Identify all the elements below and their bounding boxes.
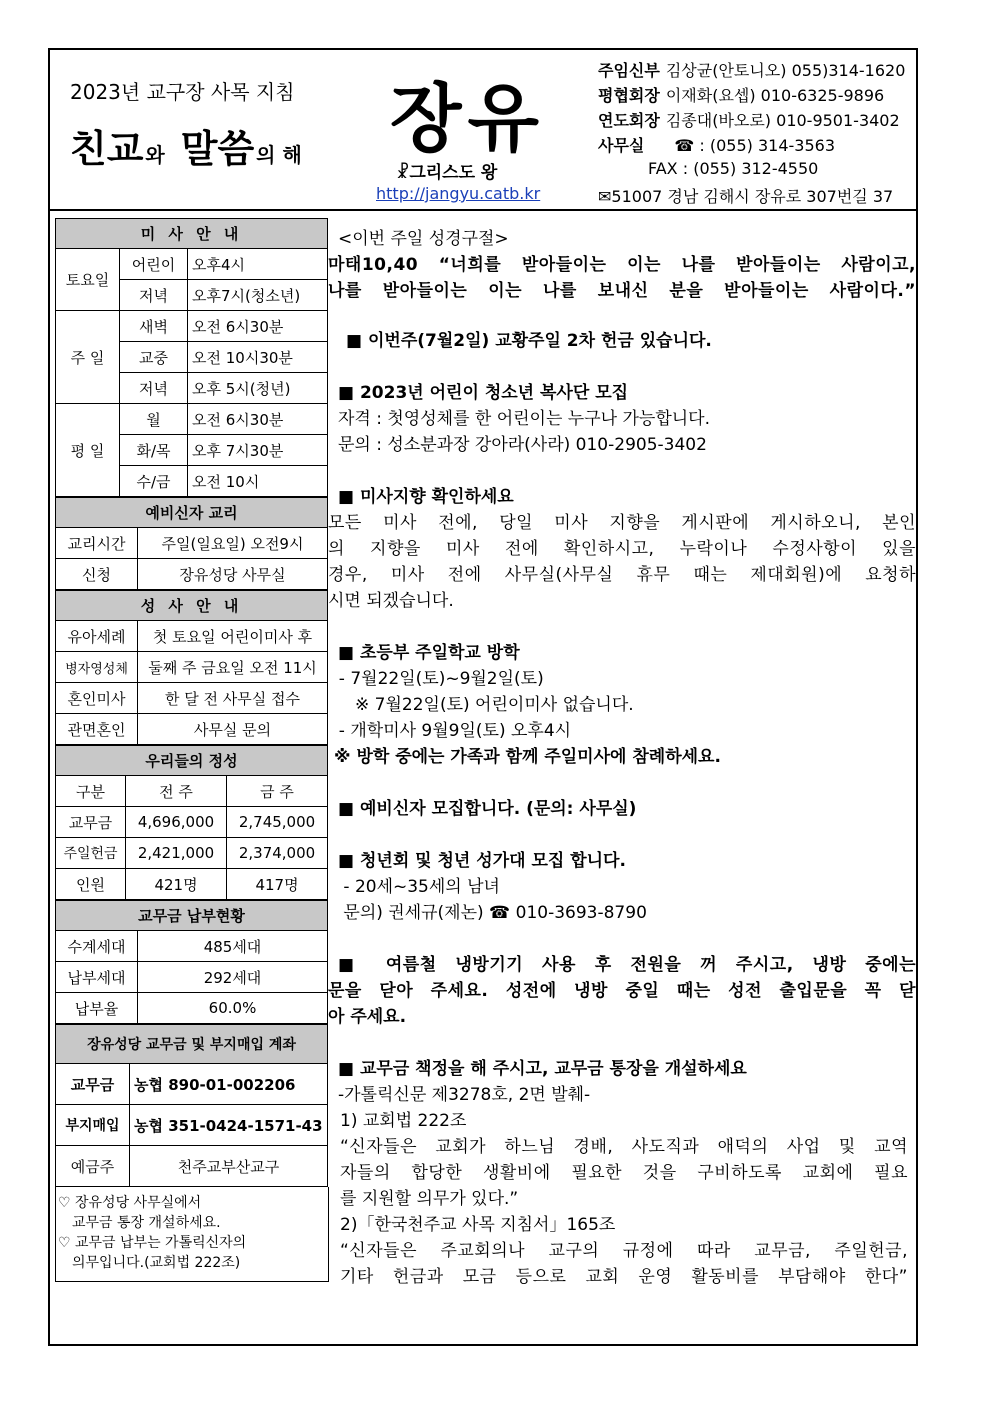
text-cell: 사무실 — [598, 136, 645, 155]
text-cell: 오전 6시30분 — [188, 404, 328, 435]
text-cell: 어린이 — [120, 249, 188, 280]
offerings-table — [55, 745, 328, 900]
text-cell: 천주교부산교구 — [130, 1146, 328, 1187]
verse-line: 나를 받아들이는 이는 나를 보내신 분을 받아들이는 사람이다.” — [328, 281, 916, 301]
notice-church-dues: ■ 교무금 책정을 해 주시고, 교무금 통장을 개설하세요 — [338, 1059, 747, 1079]
text-cell: - 20세~35세의 남녀 — [338, 877, 500, 897]
notice-sunday-school: ■ 초등부 주일학교 방학 — [338, 643, 520, 663]
text-cell: 2)「한국천주교 사목 지침서」165조 — [340, 1215, 616, 1235]
text-cell: 부지매입 — [56, 1105, 130, 1146]
text-cell: 오전 6시30분 — [188, 311, 328, 342]
motto-conj: 와 — [145, 143, 165, 167]
contact-pastor — [598, 58, 905, 81]
text-cell: 주임신부 — [598, 61, 660, 80]
text-cell: 장유성당 교무금 및 부지매입 계좌 — [56, 1025, 328, 1064]
text-cell: 장유성당 사무실 — [138, 559, 328, 590]
text-cell: 60.0% — [138, 993, 328, 1024]
notice-mass-intention: ■ 미사지향 확인하세요 — [338, 487, 514, 507]
text-cell: 주일(일요일) 오전9시 — [138, 528, 328, 559]
motto-suffix: 의 해 — [256, 143, 302, 167]
text-cell: 예금주 — [56, 1146, 130, 1187]
text-cell: ※ 방학 중에는 가족과 함께 주일미사에 참례하세요. — [334, 747, 721, 767]
text-cell: 주 일 — [56, 311, 120, 404]
text-cell: - 개학미사 9월9일(토) 오후4시 — [328, 721, 572, 741]
text-cell: 교무금 통장 개설하세요. — [72, 1215, 221, 1231]
text-cell: 485세대 — [138, 931, 328, 962]
dues-status-table — [55, 900, 328, 1024]
text-cell: 전 주 — [126, 776, 227, 807]
website-link[interactable]: http://jangyu.catb.kr — [376, 184, 541, 203]
text-cell: 저녁 — [120, 280, 188, 311]
text-cell: - 7월22일(토)~9월2일(토) — [328, 669, 544, 689]
text-cell: 농협 351-0424-1571-43 — [130, 1105, 328, 1146]
text-cell: “신자들은 주교회의나 교구의 규정에 따라 교무금, 주일헌금, — [340, 1241, 908, 1261]
text-cell: 유아세례 — [56, 621, 138, 652]
text-cell: 오후7시(청소년) — [188, 280, 328, 311]
text-cell: 오후 7시30분 — [188, 435, 328, 466]
text-cell: 문의) 권세규(제논) ☎ 010-3693-8790 — [338, 903, 647, 923]
text-cell: 연도회장 — [598, 111, 660, 130]
text-cell: 기타 헌금과 모금 등으로 교회 운영 활동비를 부담해야 한다” — [340, 1267, 908, 1287]
accounts-table — [55, 1024, 328, 1187]
text-cell: 교무금 — [56, 807, 126, 838]
bulletin-body — [328, 226, 916, 1290]
text-cell: 2,745,000 — [227, 807, 328, 838]
text-cell: 오전 10시 — [188, 466, 328, 497]
text-cell: 경우, 미사 전에 사무실(사무실 휴무 때는 제대회원)에 요청하 — [328, 565, 916, 585]
verse-line: 마태10,40 “너희를 받아들이는 이는 나를 받아들이는 사람이고, — [328, 255, 916, 275]
text-cell: 김상균(안토니오) 055)314-1620 — [665, 61, 906, 80]
catechumen-table — [55, 497, 328, 590]
notice-altar-servers: ■ 2023년 어린이 청소년 복사단 모집 — [338, 383, 629, 403]
text-cell: 2,374,000 — [227, 838, 328, 869]
motto — [70, 118, 318, 173]
text-cell: 자격 : 첫영성체를 한 어린이는 누구나 가능합니다. — [338, 409, 710, 429]
text-cell: 화/목 — [120, 435, 188, 466]
text-cell: 모든 미사 전에, 당일 미사 지향을 게시판에 게시하오니, 본인 — [328, 513, 916, 533]
contact-yeondo — [598, 108, 900, 131]
text-cell: 토요일 — [56, 249, 120, 311]
text-cell: 2,421,000 — [126, 838, 227, 869]
motto-word2: 말씀 — [180, 127, 255, 171]
motto-year: 2023년 교구장 사목 지침 — [70, 80, 295, 104]
verse-heading: <이번 주일 성경구절> — [338, 229, 509, 249]
text-cell: 인원 — [56, 869, 126, 900]
text-cell: 김종대(바오로) 010-9501-3402 — [665, 111, 900, 130]
notice-youth: ■ 청년회 및 청년 성가대 모집 합니다. — [338, 851, 626, 871]
text-cell: ☎ : (055) 314-3563 — [674, 136, 836, 155]
text-cell: ※ 7월22일(토) 어린이미사 없습니다. — [328, 695, 634, 715]
parish-name: ☧그리스도 왕 — [396, 163, 498, 183]
header-divider — [48, 209, 918, 211]
sidebar — [55, 218, 327, 1282]
text-cell: 자들의 합당한 생활비에 필요한 것을 구비하도록 교회에 필요 — [340, 1163, 908, 1183]
text-cell: 첫 토요일 어린이미사 후 — [138, 621, 328, 652]
text-cell: 수계세대 — [56, 931, 138, 962]
text-cell: 이재화(요셉) 010-6325-9896 — [665, 86, 885, 105]
text-cell: 우리들의 정성 — [56, 746, 328, 776]
mass-schedule-table — [55, 218, 328, 497]
notice-air-conditioning: ■ 여름철 냉방기기 사용 후 전원을 꺼 주시고, 냉방 중에는 — [338, 955, 916, 975]
text-cell: 사무실 문의 — [138, 714, 328, 745]
text-cell: 관면혼인 — [56, 714, 138, 745]
accounts-notes — [55, 1187, 329, 1282]
text-cell: 새벽 — [120, 311, 188, 342]
text-cell: 병자영성체 — [56, 652, 138, 683]
text-cell: 421명 — [126, 869, 227, 900]
text-cell: 납부세대 — [56, 962, 138, 993]
contact-address: ✉51007 경남 김해시 장유로 307번길 37 — [598, 187, 894, 206]
mass-title: 미 사 안 내 — [56, 219, 328, 249]
contact-office — [598, 133, 835, 156]
text-cell: 의 지향을 미사 전에 확인하시고, 누락이나 수정사항이 있을 — [328, 539, 916, 559]
text-cell: 농협 890-01-002206 — [130, 1064, 328, 1105]
text-cell: 주일헌금 — [56, 838, 126, 869]
text-cell: 교리시간 — [56, 528, 138, 559]
text-cell: 417명 — [227, 869, 328, 900]
text-cell: 월 — [120, 404, 188, 435]
text-cell: 오전 10시30분 — [188, 342, 328, 373]
text-cell: 구분 — [56, 776, 126, 807]
text-cell: 4,696,000 — [126, 807, 227, 838]
text-cell: 혼인미사 — [56, 683, 138, 714]
text-cell: ♡ 장유성당 사무실에서 — [58, 1195, 202, 1211]
text-cell: 교중 — [120, 342, 188, 373]
text-cell: 시면 되겠습니다. — [328, 591, 454, 611]
text-cell: 교무금 — [56, 1064, 130, 1105]
text-cell: 교무금 납부현황 — [56, 901, 328, 931]
text-cell: 의무입니다.(교회법 222조) — [72, 1255, 241, 1271]
text-cell: 문의 : 성소분과장 강아라(사라) 010-2905-3402 — [338, 435, 707, 455]
bulletin-title: 장유 — [390, 76, 545, 162]
text-cell: 오후 5시(청년) — [188, 373, 328, 404]
text-cell: 문을 닫아 주세요. 성전에 냉방 중일 때는 성전 출입문을 꼭 닫 — [328, 981, 916, 1001]
text-cell: “신자들은 교회가 하느님 경배, 사도직과 애덕의 사업 및 교역 — [340, 1137, 908, 1157]
motto-word1: 친교 — [70, 127, 144, 171]
text-cell: 예비신자 교리 — [56, 498, 328, 528]
contact-council — [598, 83, 884, 106]
notice-catechumen: ■ 예비신자 모집합니다. (문의: 사무실) — [338, 799, 637, 819]
contact-fax: FAX : (055) 312-4550 — [648, 159, 819, 178]
text-cell: 평 일 — [56, 404, 120, 497]
text-cell: 292세대 — [138, 962, 328, 993]
text-cell: 를 지원할 의무가 있다.” — [340, 1189, 519, 1209]
notice-papal-offering: ■ 이번주(7월2일) 교황주일 2차 헌금 있습니다. — [346, 331, 712, 351]
text-cell: 성 사 안 내 — [56, 591, 328, 621]
text-cell: 납부율 — [56, 993, 138, 1024]
text-cell: 1) 교회법 222조 — [340, 1111, 467, 1131]
text-cell: 오후4시 — [188, 249, 328, 280]
text-cell: 둘째 주 금요일 오전 11시 — [138, 652, 328, 683]
text-cell: 수/금 — [120, 466, 188, 497]
text-cell: -가톨릭신문 제3278호, 2면 발췌- — [338, 1085, 591, 1105]
text-cell: 저녁 — [120, 373, 188, 404]
text-cell: 금 주 — [227, 776, 328, 807]
text-cell: ♡ 교무금 납부는 가톨릭신자의 — [58, 1235, 247, 1251]
text-cell: 한 달 전 사무실 접수 — [138, 683, 328, 714]
text-cell: 평협회장 — [598, 86, 660, 105]
text-cell: 아 주세요. — [328, 1007, 407, 1027]
text-cell: 신청 — [56, 559, 138, 590]
sacraments-table — [55, 590, 328, 745]
